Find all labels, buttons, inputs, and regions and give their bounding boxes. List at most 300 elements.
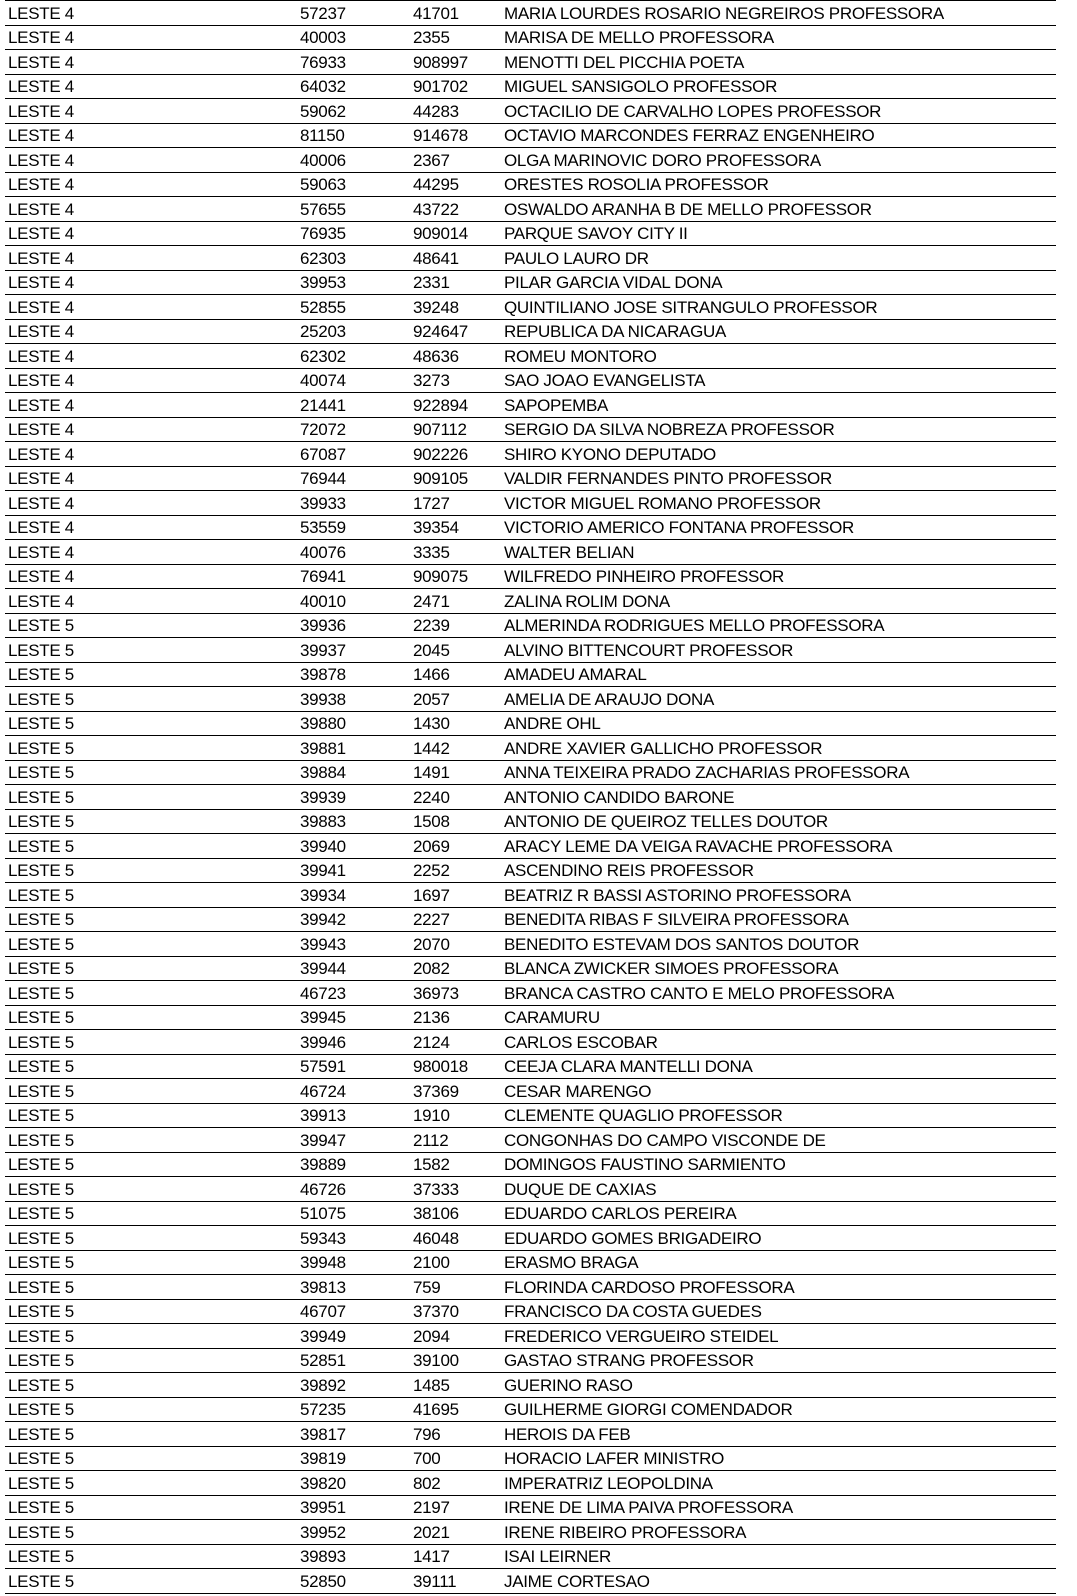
directorate-cell: LESTE 4 [5, 368, 297, 393]
school-name-cell: ROMEU MONTORO [501, 344, 1056, 369]
table-row [5, 197, 1056, 222]
table-row [5, 221, 1056, 246]
cie-code-cell: 907112 [410, 417, 501, 442]
school-listing-table [5, 0, 1056, 1594]
school-name-cell: IMPERATRIZ LEOPOLDINA [501, 1471, 1056, 1496]
directorate-cell: LESTE 5 [5, 1520, 297, 1545]
school-name-cell: ANDRE XAVIER GALLICHO PROFESSOR [501, 736, 1056, 761]
school-name-cell: SHIRO KYONO DEPUTADO [501, 442, 1056, 467]
directorate-cell: LESTE 5 [5, 1569, 297, 1594]
directorate-cell: LESTE 5 [5, 1103, 297, 1128]
cie-code-cell: 2331 [410, 270, 501, 295]
table-row [5, 760, 1056, 785]
directorate-cell: LESTE 5 [5, 981, 297, 1006]
directorate-cell: LESTE 5 [5, 1471, 297, 1496]
school-code-cell: 57237 [297, 1, 410, 26]
directorate-cell: LESTE 5 [5, 1250, 297, 1275]
cie-code-cell: 37369 [410, 1079, 501, 1104]
cie-code-cell: 41701 [410, 1, 501, 26]
school-name-cell: ANDRE OHL [501, 711, 1056, 736]
directorate-cell: LESTE 4 [5, 295, 297, 320]
school-name-cell: FREDERICO VERGUEIRO STEIDEL [501, 1324, 1056, 1349]
table-row [5, 319, 1056, 344]
directorate-cell: LESTE 4 [5, 270, 297, 295]
cie-code-cell: 2112 [410, 1128, 501, 1153]
table-row [5, 1250, 1056, 1275]
school-name-cell: ISAI LEIRNER [501, 1544, 1056, 1569]
school-code-cell: 39949 [297, 1324, 410, 1349]
school-name-cell: ORESTES ROSOLIA PROFESSOR [501, 172, 1056, 197]
directorate-cell: LESTE 4 [5, 221, 297, 246]
school-code-cell: 39878 [297, 662, 410, 687]
table-row [5, 981, 1056, 1006]
table-row [5, 1397, 1056, 1422]
table-row [5, 123, 1056, 148]
school-code-cell: 62302 [297, 344, 410, 369]
cie-code-cell: 37333 [410, 1177, 501, 1202]
directorate-cell: LESTE 5 [5, 1544, 297, 1569]
directorate-cell: LESTE 5 [5, 1079, 297, 1104]
school-name-cell: IRENE RIBEIRO PROFESSORA [501, 1520, 1056, 1545]
table-row [5, 540, 1056, 565]
directorate-cell: LESTE 4 [5, 50, 297, 75]
cie-code-cell: 44295 [410, 172, 501, 197]
cie-code-cell: 46048 [410, 1226, 501, 1251]
school-name-cell: MARIA LOURDES ROSARIO NEGREIROS PROFESSORA [501, 1, 1056, 26]
table-row [5, 466, 1056, 491]
cie-code-cell: 924647 [410, 319, 501, 344]
school-name-cell: ASCENDINO REIS PROFESSOR [501, 858, 1056, 883]
school-code-cell: 39947 [297, 1128, 410, 1153]
school-name-cell: GASTAO STRANG PROFESSOR [501, 1348, 1056, 1373]
school-code-cell: 39944 [297, 956, 410, 981]
school-code-cell: 39817 [297, 1422, 410, 1447]
school-code-cell: 39820 [297, 1471, 410, 1496]
school-name-cell: GUERINO RASO [501, 1373, 1056, 1398]
cie-code-cell: 48636 [410, 344, 501, 369]
directorate-cell: LESTE 4 [5, 417, 297, 442]
directorate-cell: LESTE 5 [5, 760, 297, 785]
directorate-cell: LESTE 5 [5, 711, 297, 736]
cie-code-cell: 909014 [410, 221, 501, 246]
table-row [5, 344, 1056, 369]
school-name-cell: FLORINDA CARDOSO PROFESSORA [501, 1275, 1056, 1300]
directorate-cell: LESTE 4 [5, 393, 297, 418]
school-code-cell: 57655 [297, 197, 410, 222]
table-row [5, 1201, 1056, 1226]
directorate-cell: LESTE 5 [5, 1030, 297, 1055]
school-code-cell: 39937 [297, 638, 410, 663]
table-row [5, 417, 1056, 442]
table-row [5, 1446, 1056, 1471]
directorate-cell: LESTE 5 [5, 1373, 297, 1398]
school-code-cell: 59063 [297, 172, 410, 197]
table-row [5, 1128, 1056, 1153]
table-row [5, 442, 1056, 467]
school-name-cell: HEROIS DA FEB [501, 1422, 1056, 1447]
table-row [5, 907, 1056, 932]
cie-code-cell: 1582 [410, 1152, 501, 1177]
cie-code-cell: 700 [410, 1446, 501, 1471]
school-code-cell: 39945 [297, 1005, 410, 1030]
school-code-cell: 46724 [297, 1079, 410, 1104]
cie-code-cell: 2367 [410, 148, 501, 173]
school-code-cell: 46707 [297, 1299, 410, 1324]
cie-code-cell: 796 [410, 1422, 501, 1447]
school-name-cell: ANTONIO DE QUEIROZ TELLES DOUTOR [501, 809, 1056, 834]
cie-code-cell: 2252 [410, 858, 501, 883]
school-name-cell: OSWALDO ARANHA B DE MELLO PROFESSOR [501, 197, 1056, 222]
school-code-cell: 39881 [297, 736, 410, 761]
cie-code-cell: 759 [410, 1275, 501, 1300]
school-name-cell: QUINTILIANO JOSE SITRANGULO PROFESSOR [501, 295, 1056, 320]
school-code-cell: 52851 [297, 1348, 410, 1373]
table-row [5, 172, 1056, 197]
school-code-cell: 39952 [297, 1520, 410, 1545]
directorate-cell: LESTE 5 [5, 1422, 297, 1447]
cie-code-cell: 2100 [410, 1250, 501, 1275]
directorate-cell: LESTE 5 [5, 1177, 297, 1202]
table-row [5, 932, 1056, 957]
school-code-cell: 25203 [297, 319, 410, 344]
school-code-cell: 53559 [297, 515, 410, 540]
cie-code-cell: 1697 [410, 883, 501, 908]
cie-code-cell: 1466 [410, 662, 501, 687]
school-name-cell: ZALINA ROLIM DONA [501, 589, 1056, 614]
school-code-cell: 39934 [297, 883, 410, 908]
school-code-cell: 72072 [297, 417, 410, 442]
cie-code-cell: 2136 [410, 1005, 501, 1030]
school-code-cell: 39951 [297, 1495, 410, 1520]
cie-code-cell: 37370 [410, 1299, 501, 1324]
directorate-cell: LESTE 5 [5, 1495, 297, 1520]
school-code-cell: 40010 [297, 589, 410, 614]
table-row [5, 785, 1056, 810]
directorate-cell: LESTE 4 [5, 540, 297, 565]
table-row [5, 662, 1056, 687]
directorate-cell: LESTE 4 [5, 172, 297, 197]
table-row [5, 883, 1056, 908]
school-name-cell: DUQUE DE CAXIAS [501, 1177, 1056, 1202]
cie-code-cell: 39111 [410, 1569, 501, 1594]
table-row [5, 50, 1056, 75]
school-code-cell: 52850 [297, 1569, 410, 1594]
directorate-cell: LESTE 5 [5, 1226, 297, 1251]
school-name-cell: GUILHERME GIORGI COMENDADOR [501, 1397, 1056, 1422]
directorate-cell: LESTE 5 [5, 638, 297, 663]
cie-code-cell: 2021 [410, 1520, 501, 1545]
school-name-cell: CARAMURU [501, 1005, 1056, 1030]
school-code-cell: 39889 [297, 1152, 410, 1177]
cie-code-cell: 38106 [410, 1201, 501, 1226]
school-name-cell: ALVINO BITTENCOURT PROFESSOR [501, 638, 1056, 663]
table-row [5, 1471, 1056, 1496]
cie-code-cell: 1485 [410, 1373, 501, 1398]
directorate-cell: LESTE 5 [5, 785, 297, 810]
school-code-cell: 40003 [297, 25, 410, 50]
table-row [5, 270, 1056, 295]
school-name-cell: ANTONIO CANDIDO BARONE [501, 785, 1056, 810]
school-name-cell: VICTORIO AMERICO FONTANA PROFESSOR [501, 515, 1056, 540]
school-code-cell: 39893 [297, 1544, 410, 1569]
school-code-cell: 40006 [297, 148, 410, 173]
cie-code-cell: 2094 [410, 1324, 501, 1349]
school-code-cell: 46723 [297, 981, 410, 1006]
directorate-cell: LESTE 5 [5, 1348, 297, 1373]
directorate-cell: LESTE 4 [5, 74, 297, 99]
school-name-cell: EDUARDO CARLOS PEREIRA [501, 1201, 1056, 1226]
directorate-cell: LESTE 4 [5, 1, 297, 26]
school-code-cell: 39880 [297, 711, 410, 736]
cie-code-cell: 1417 [410, 1544, 501, 1569]
school-name-cell: IRENE DE LIMA PAIVA PROFESSORA [501, 1495, 1056, 1520]
school-name-cell: OLGA MARINOVIC DORO PROFESSORA [501, 148, 1056, 173]
cie-code-cell: 43722 [410, 197, 501, 222]
table-row [5, 1569, 1056, 1594]
cie-code-cell: 980018 [410, 1054, 501, 1079]
directorate-cell: LESTE 4 [5, 344, 297, 369]
cie-code-cell: 44283 [410, 99, 501, 124]
school-code-cell: 39941 [297, 858, 410, 883]
school-name-cell: WILFREDO PINHEIRO PROFESSOR [501, 564, 1056, 589]
cie-code-cell: 901702 [410, 74, 501, 99]
table-row [5, 1226, 1056, 1251]
school-name-cell: AMADEU AMARAL [501, 662, 1056, 687]
school-name-cell: CLEMENTE QUAGLIO PROFESSOR [501, 1103, 1056, 1128]
directorate-cell: LESTE 4 [5, 515, 297, 540]
directorate-cell: LESTE 5 [5, 809, 297, 834]
table-row [5, 1544, 1056, 1569]
cie-code-cell: 908997 [410, 50, 501, 75]
school-name-cell: CARLOS ESCOBAR [501, 1030, 1056, 1055]
school-name-cell: OCTAVIO MARCONDES FERRAZ ENGENHEIRO [501, 123, 1056, 148]
directorate-cell: LESTE 4 [5, 148, 297, 173]
cie-code-cell: 3335 [410, 540, 501, 565]
school-name-cell: OCTACILIO DE CARVALHO LOPES PROFESSOR [501, 99, 1056, 124]
school-code-cell: 39933 [297, 491, 410, 516]
school-code-cell: 62303 [297, 246, 410, 271]
school-code-cell: 39884 [297, 760, 410, 785]
school-code-cell: 81150 [297, 123, 410, 148]
table-row [5, 1275, 1056, 1300]
cie-code-cell: 2057 [410, 687, 501, 712]
school-name-cell: BLANCA ZWICKER SIMOES PROFESSORA [501, 956, 1056, 981]
school-code-cell: 39953 [297, 270, 410, 295]
cie-code-cell: 2471 [410, 589, 501, 614]
table-row [5, 834, 1056, 859]
school-name-cell: EDUARDO GOMES BRIGADEIRO [501, 1226, 1056, 1251]
cie-code-cell: 2070 [410, 932, 501, 957]
directorate-cell: LESTE 4 [5, 246, 297, 271]
table-row [5, 1005, 1056, 1030]
table-row [5, 1495, 1056, 1520]
school-code-cell: 39943 [297, 932, 410, 957]
table-row [5, 638, 1056, 663]
school-code-cell: 46726 [297, 1177, 410, 1202]
cie-code-cell: 39248 [410, 295, 501, 320]
table-row [5, 1079, 1056, 1104]
cie-code-cell: 922894 [410, 393, 501, 418]
directorate-cell: LESTE 4 [5, 442, 297, 467]
directorate-cell: LESTE 4 [5, 589, 297, 614]
cie-code-cell: 902226 [410, 442, 501, 467]
table-row [5, 1324, 1056, 1349]
school-name-cell: ALMERINDA RODRIGUES MELLO PROFESSORA [501, 613, 1056, 638]
school-name-cell: PARQUE SAVOY CITY II [501, 221, 1056, 246]
cie-code-cell: 1442 [410, 736, 501, 761]
directorate-cell: LESTE 5 [5, 1324, 297, 1349]
cie-code-cell: 2355 [410, 25, 501, 50]
table-row [5, 1054, 1056, 1079]
school-code-cell: 39892 [297, 1373, 410, 1398]
table-row [5, 295, 1056, 320]
table-row [5, 99, 1056, 124]
school-name-cell: MARISA DE MELLO PROFESSORA [501, 25, 1056, 50]
table-row [5, 1103, 1056, 1128]
school-code-cell: 59343 [297, 1226, 410, 1251]
table-row [5, 711, 1056, 736]
table-row [5, 736, 1056, 761]
directorate-cell: LESTE 5 [5, 687, 297, 712]
cie-code-cell: 1430 [410, 711, 501, 736]
directorate-cell: LESTE 5 [5, 907, 297, 932]
school-code-cell: 57235 [297, 1397, 410, 1422]
table-row [5, 1, 1056, 26]
school-code-cell: 21441 [297, 393, 410, 418]
school-code-cell: 52855 [297, 295, 410, 320]
school-name-cell: HORACIO LAFER MINISTRO [501, 1446, 1056, 1471]
school-name-cell: SAO JOAO EVANGELISTA [501, 368, 1056, 393]
directorate-cell: LESTE 5 [5, 1005, 297, 1030]
school-name-cell: MIGUEL SANSIGOLO PROFESSOR [501, 74, 1056, 99]
table-row [5, 809, 1056, 834]
school-code-cell: 39939 [297, 785, 410, 810]
school-code-cell: 39942 [297, 907, 410, 932]
directorate-cell: LESTE 4 [5, 466, 297, 491]
cie-code-cell: 909105 [410, 466, 501, 491]
table-row [5, 368, 1056, 393]
table-row [5, 1299, 1056, 1324]
cie-code-cell: 2197 [410, 1495, 501, 1520]
school-name-cell: DOMINGOS FAUSTINO SARMIENTO [501, 1152, 1056, 1177]
table-row [5, 491, 1056, 516]
school-code-cell: 51075 [297, 1201, 410, 1226]
directorate-cell: LESTE 4 [5, 491, 297, 516]
cie-code-cell: 2227 [410, 907, 501, 932]
cie-code-cell: 2045 [410, 638, 501, 663]
table-row [5, 564, 1056, 589]
school-name-cell: VICTOR MIGUEL ROMANO PROFESSOR [501, 491, 1056, 516]
school-code-cell: 40076 [297, 540, 410, 565]
school-name-cell: VALDIR FERNANDES PINTO PROFESSOR [501, 466, 1056, 491]
school-name-cell: BRANCA CASTRO CANTO E MELO PROFESSORA [501, 981, 1056, 1006]
directorate-cell: LESTE 5 [5, 834, 297, 859]
school-code-cell: 76941 [297, 564, 410, 589]
school-code-cell: 76944 [297, 466, 410, 491]
school-name-cell: WALTER BELIAN [501, 540, 1056, 565]
table-row [5, 1152, 1056, 1177]
directorate-cell: LESTE 5 [5, 662, 297, 687]
school-code-cell: 40074 [297, 368, 410, 393]
directorate-cell: LESTE 4 [5, 25, 297, 50]
cie-code-cell: 41695 [410, 1397, 501, 1422]
school-code-cell: 76933 [297, 50, 410, 75]
school-code-cell: 57591 [297, 1054, 410, 1079]
directorate-cell: LESTE 5 [5, 883, 297, 908]
school-code-cell: 39946 [297, 1030, 410, 1055]
cie-code-cell: 2082 [410, 956, 501, 981]
school-code-cell: 67087 [297, 442, 410, 467]
table-row [5, 858, 1056, 883]
cie-code-cell: 39354 [410, 515, 501, 540]
cie-code-cell: 2239 [410, 613, 501, 638]
directorate-cell: LESTE 5 [5, 956, 297, 981]
cie-code-cell: 1491 [410, 760, 501, 785]
school-name-cell: SAPOPEMBA [501, 393, 1056, 418]
cie-code-cell: 1727 [410, 491, 501, 516]
cie-code-cell: 2069 [410, 834, 501, 859]
school-name-cell: PILAR GARCIA VIDAL DONA [501, 270, 1056, 295]
school-code-cell: 39948 [297, 1250, 410, 1275]
cie-code-cell: 3273 [410, 368, 501, 393]
school-code-cell: 76935 [297, 221, 410, 246]
school-name-cell: REPUBLICA DA NICARAGUA [501, 319, 1056, 344]
table-row [5, 246, 1056, 271]
cie-code-cell: 1508 [410, 809, 501, 834]
table-row [5, 1177, 1056, 1202]
school-name-cell: ANNA TEIXEIRA PRADO ZACHARIAS PROFESSORA [501, 760, 1056, 785]
cie-code-cell: 36973 [410, 981, 501, 1006]
school-code-cell: 64032 [297, 74, 410, 99]
school-code-cell: 39913 [297, 1103, 410, 1128]
table-row [5, 1422, 1056, 1447]
table-row [5, 1030, 1056, 1055]
school-name-cell: FRANCISCO DA COSTA GUEDES [501, 1299, 1056, 1324]
table-row [5, 74, 1056, 99]
school-name-cell: PAULO LAURO DR [501, 246, 1056, 271]
table-row [5, 25, 1056, 50]
directorate-cell: LESTE 4 [5, 319, 297, 344]
directorate-cell: LESTE 5 [5, 858, 297, 883]
directorate-cell: LESTE 5 [5, 1054, 297, 1079]
directorate-cell: LESTE 5 [5, 1201, 297, 1226]
table-row [5, 613, 1056, 638]
school-code-cell: 39936 [297, 613, 410, 638]
school-name-cell: BENEDITA RIBAS F SILVEIRA PROFESSORA [501, 907, 1056, 932]
cie-code-cell: 914678 [410, 123, 501, 148]
school-name-cell: SERGIO DA SILVA NOBREZA PROFESSOR [501, 417, 1056, 442]
table-row [5, 393, 1056, 418]
school-code-cell: 39940 [297, 834, 410, 859]
directorate-cell: LESTE 4 [5, 564, 297, 589]
table-row [5, 148, 1056, 173]
cie-code-cell: 1910 [410, 1103, 501, 1128]
directorate-cell: LESTE 5 [5, 736, 297, 761]
school-name-cell: AMELIA DE ARAUJO DONA [501, 687, 1056, 712]
directorate-cell: LESTE 5 [5, 1397, 297, 1422]
table-row [5, 1348, 1056, 1373]
school-name-cell: BEATRIZ R BASSI ASTORINO PROFESSORA [501, 883, 1056, 908]
school-name-cell: JAIME CORTESAO [501, 1569, 1056, 1594]
school-name-cell: ERASMO BRAGA [501, 1250, 1056, 1275]
school-code-cell: 39813 [297, 1275, 410, 1300]
table-body [5, 1, 1056, 1594]
directorate-cell: LESTE 5 [5, 1152, 297, 1177]
directorate-cell: LESTE 5 [5, 613, 297, 638]
school-code-cell: 59062 [297, 99, 410, 124]
directorate-cell: LESTE 4 [5, 99, 297, 124]
cie-code-cell: 2240 [410, 785, 501, 810]
